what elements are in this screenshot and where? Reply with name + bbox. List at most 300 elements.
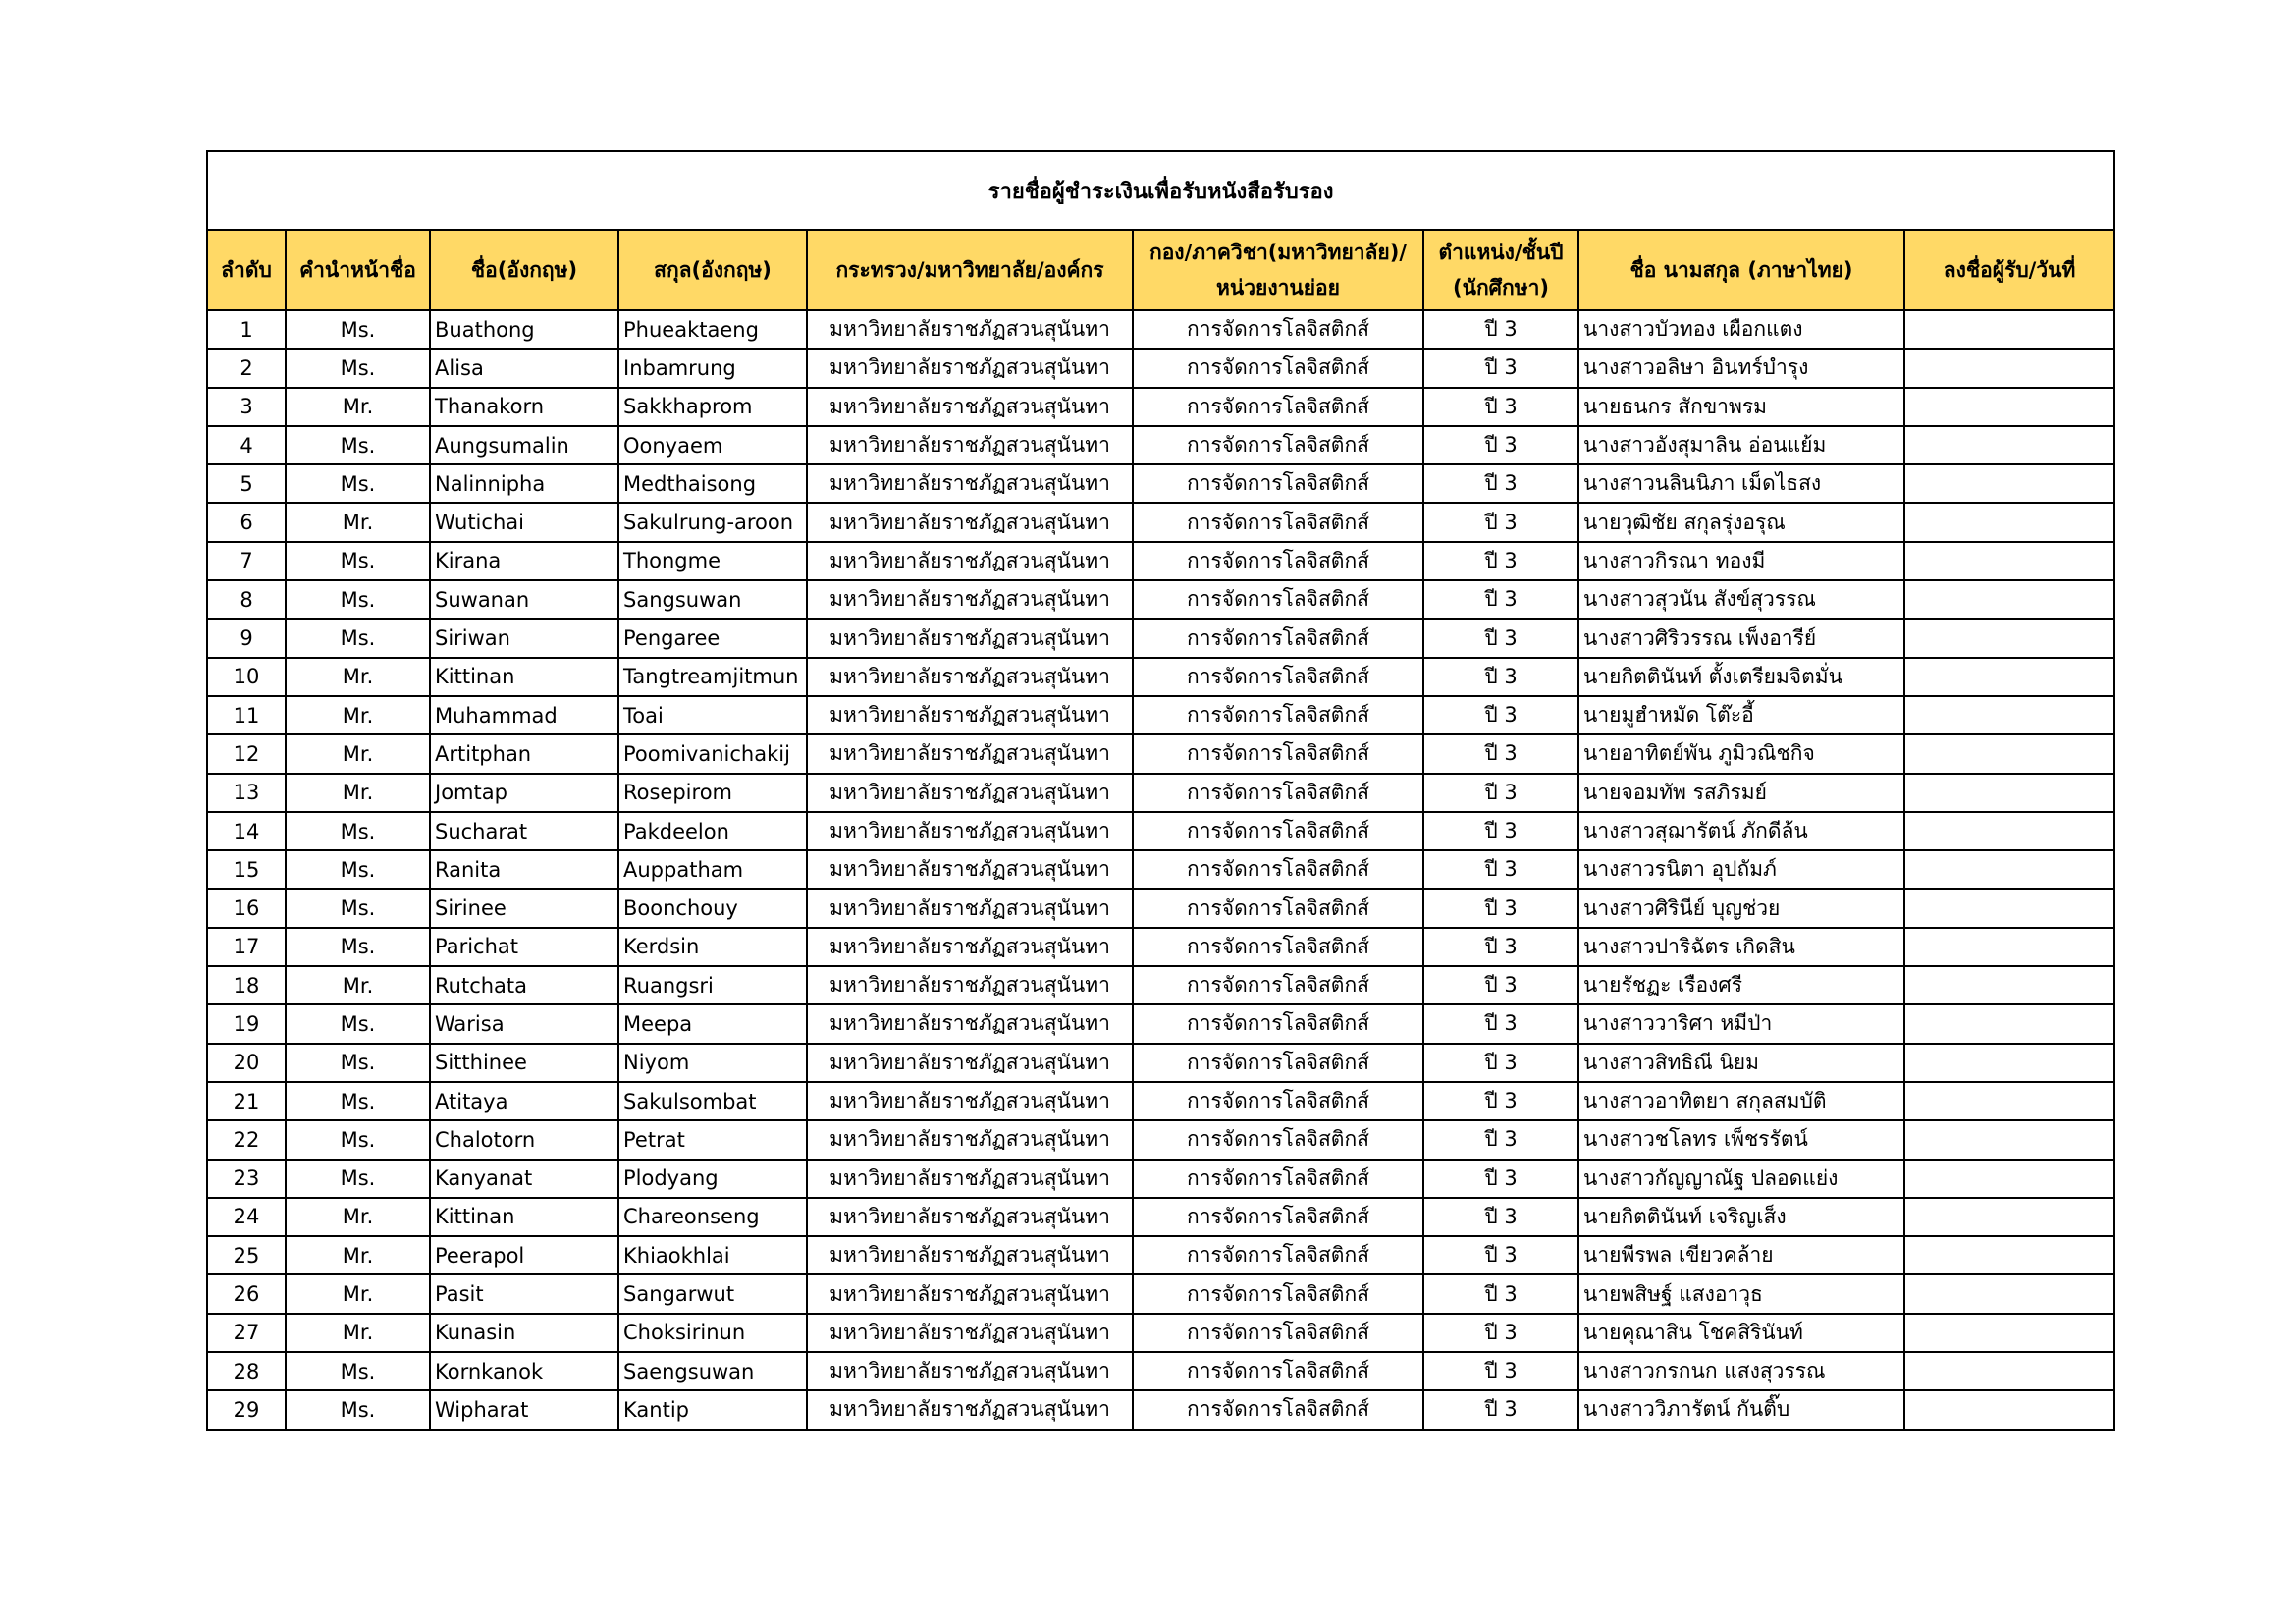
cell-department: การจัดการโลจิสติกส์ <box>1133 1160 1423 1198</box>
header-no: ลำดับ <box>207 230 286 310</box>
table-row <box>207 1198 2114 1236</box>
cell-organization: มหาวิทยาลัยราชภัฏสวนสุนันทา <box>807 580 1133 619</box>
cell-organization: มหาวิทยาลัยราชภัฏสวนสุนันทา <box>807 658 1133 696</box>
header-prefix: คำนำหน้าชื่อ <box>286 230 430 310</box>
cell-first-name-en: Aungsumalin <box>430 426 618 464</box>
cell-organization: มหาวิทยาลัยราชภัฏสวนสุนันทา <box>807 349 1133 387</box>
cell-department: การจัดการโลจิสติกส์ <box>1133 1236 1423 1274</box>
cell-organization: มหาวิทยาลัยราชภัฏสวนสุนันทา <box>807 1044 1133 1082</box>
cell-first-name-en: Chalotorn <box>430 1120 618 1159</box>
cell-signature-date <box>1904 1044 2114 1082</box>
cell-last-name-en: Sangarwut <box>618 1274 807 1313</box>
cell-last-name-en: Kerdsin <box>618 928 807 966</box>
cell-last-name-en: Choksirinun <box>618 1314 807 1352</box>
cell-first-name-en: Alisa <box>430 349 618 387</box>
cell-name-thai: นายพสิษฐ์ แสงอาวุธ <box>1578 1274 1904 1313</box>
cell-department: การจัดการโลจิสติกส์ <box>1133 1198 1423 1236</box>
cell-position: ปี 3 <box>1423 619 1578 657</box>
cell-name-thai: นางสาวกัญญาณัฐ ปลอดแย่ง <box>1578 1160 1904 1198</box>
cell-first-name-en: Pasit <box>430 1274 618 1313</box>
header-department-line2: หน่วยงานย่อย <box>1216 276 1340 299</box>
cell-department: การจัดการโลจิสติกส์ <box>1133 1390 1423 1429</box>
cell-prefix: Mr. <box>286 503 430 541</box>
table-row <box>207 1120 2114 1159</box>
cell-no: 7 <box>207 542 286 580</box>
cell-last-name-en: Sakulsombat <box>618 1082 807 1120</box>
cell-name-thai: นางสาวอาทิตยา สกุลสมบัติ <box>1578 1082 1904 1120</box>
cell-prefix: Mr. <box>286 1236 430 1274</box>
cell-no: 14 <box>207 812 286 850</box>
cell-first-name-en: Kirana <box>430 542 618 580</box>
cell-name-thai: นายรัชฏะ เรืองศรี <box>1578 966 1904 1004</box>
cell-department: การจัดการโลจิสติกส์ <box>1133 658 1423 696</box>
table-row <box>207 658 2114 696</box>
cell-signature-date <box>1904 928 2114 966</box>
cell-signature-date <box>1904 696 2114 734</box>
cell-organization: มหาวิทยาลัยราชภัฏสวนสุนันทา <box>807 1274 1133 1313</box>
cell-prefix: Mr. <box>286 966 430 1004</box>
header-row <box>207 230 2114 310</box>
cell-name-thai: นายธนกร สักขาพรม <box>1578 388 1904 426</box>
cell-signature-date <box>1904 1274 2114 1313</box>
cell-no: 6 <box>207 503 286 541</box>
cell-last-name-en: Sangsuwan <box>618 580 807 619</box>
cell-position: ปี 3 <box>1423 812 1578 850</box>
cell-position: ปี 3 <box>1423 388 1578 426</box>
cell-first-name-en: Ranita <box>430 850 618 889</box>
cell-department: การจัดการโลจิสติกส์ <box>1133 1004 1423 1043</box>
cell-department: การจัดการโลจิสติกส์ <box>1133 1044 1423 1082</box>
cell-signature-date <box>1904 889 2114 927</box>
cell-organization: มหาวิทยาลัยราชภัฏสวนสุนันทา <box>807 503 1133 541</box>
cell-department: การจัดการโลจิสติกส์ <box>1133 349 1423 387</box>
cell-name-thai: นางสาวกรกนก แสงสุวรรณ <box>1578 1352 1904 1390</box>
header-name-thai: ชื่อ นามสกุล (ภาษาไทย) <box>1578 230 1904 310</box>
cell-position: ปี 3 <box>1423 580 1578 619</box>
cell-no: 2 <box>207 349 286 387</box>
cell-department: การจัดการโลจิสติกส์ <box>1133 503 1423 541</box>
cell-department: การจัดการโลจิสติกส์ <box>1133 774 1423 812</box>
cell-prefix: Mr. <box>286 1274 430 1313</box>
cell-organization: มหาวิทยาลัยราชภัฏสวนสุนันทา <box>807 310 1133 349</box>
cell-position: ปี 3 <box>1423 1082 1578 1120</box>
table-row <box>207 1160 2114 1198</box>
cell-position: ปี 3 <box>1423 1160 1578 1198</box>
cell-first-name-en: Atitaya <box>430 1082 618 1120</box>
cell-first-name-en: Suwanan <box>430 580 618 619</box>
cell-signature-date <box>1904 1198 2114 1236</box>
table-row <box>207 850 2114 889</box>
cell-prefix: Mr. <box>286 774 430 812</box>
cell-first-name-en: Sirinee <box>430 889 618 927</box>
cell-position: ปี 3 <box>1423 696 1578 734</box>
cell-name-thai: นางสาวสุฌารัตน์ ภักดีล้น <box>1578 812 1904 850</box>
cell-last-name-en: Saengsuwan <box>618 1352 807 1390</box>
cell-prefix: Ms. <box>286 1160 430 1198</box>
cell-last-name-en: Boonchouy <box>618 889 807 927</box>
cell-position: ปี 3 <box>1423 1236 1578 1274</box>
cell-prefix: Ms. <box>286 1390 430 1429</box>
cell-no: 18 <box>207 966 286 1004</box>
cell-department: การจัดการโลจิสติกส์ <box>1133 812 1423 850</box>
cell-prefix: Ms. <box>286 580 430 619</box>
cell-organization: มหาวิทยาลัยราชภัฏสวนสุนันทา <box>807 966 1133 1004</box>
table-row <box>207 1044 2114 1082</box>
cell-organization: มหาวิทยาลัยราชภัฏสวนสุนันทา <box>807 734 1133 773</box>
table-title: รายชื่อผู้ชำระเงินเพื่อรับหนังสือรับรอง <box>207 151 2114 230</box>
cell-department: การจัดการโลจิสติกส์ <box>1133 928 1423 966</box>
cell-organization: มหาวิทยาลัยราชภัฏสวนสุนันทา <box>807 1082 1133 1120</box>
cell-first-name-en: Jomtap <box>430 774 618 812</box>
cell-last-name-en: Rosepirom <box>618 774 807 812</box>
cell-department: การจัดการโลจิสติกส์ <box>1133 1352 1423 1390</box>
cell-name-thai: นางสาวอลิษา อินทร์บำรุง <box>1578 349 1904 387</box>
cell-no: 19 <box>207 1004 286 1043</box>
cell-signature-date <box>1904 1390 2114 1429</box>
payment-list-table <box>206 150 2115 1431</box>
cell-no: 8 <box>207 580 286 619</box>
cell-organization: มหาวิทยาลัยราชภัฏสวนสุนันทา <box>807 388 1133 426</box>
cell-no: 27 <box>207 1314 286 1352</box>
cell-signature-date <box>1904 850 2114 889</box>
cell-name-thai: นางสาวสุวนัน สังข์สุวรรณ <box>1578 580 1904 619</box>
table-row <box>207 1314 2114 1352</box>
cell-department: การจัดการโลจิสติกส์ <box>1133 426 1423 464</box>
cell-last-name-en: Poomivanichakij <box>618 734 807 773</box>
cell-last-name-en: Niyom <box>618 1044 807 1082</box>
cell-department: การจัดการโลจิสติกส์ <box>1133 1120 1423 1159</box>
cell-name-thai: นายพีรพล เขียวคล้าย <box>1578 1236 1904 1274</box>
cell-no: 4 <box>207 426 286 464</box>
cell-signature-date <box>1904 1314 2114 1352</box>
cell-last-name-en: Medthaisong <box>618 464 807 503</box>
cell-signature-date <box>1904 619 2114 657</box>
table-row <box>207 1390 2114 1429</box>
cell-department: การจัดการโลจิสติกส์ <box>1133 889 1423 927</box>
cell-position: ปี 3 <box>1423 1120 1578 1159</box>
cell-organization: มหาวิทยาลัยราชภัฏสวนสุนันทา <box>807 542 1133 580</box>
cell-prefix: Ms. <box>286 1044 430 1082</box>
cell-signature-date <box>1904 388 2114 426</box>
header-last-name-en: สกุล(อังกฤษ) <box>618 230 807 310</box>
cell-first-name-en: Kunasin <box>430 1314 618 1352</box>
cell-prefix: Mr. <box>286 1314 430 1352</box>
header-organization: กระทรวง/มหาวิทยาลัย/องค์กร <box>807 230 1133 310</box>
cell-first-name-en: Wutichai <box>430 503 618 541</box>
cell-name-thai: นายอาทิตย์พัน ภูมิวณิชกิจ <box>1578 734 1904 773</box>
cell-name-thai: นางสาวบัวทอง เผือกแตง <box>1578 310 1904 349</box>
cell-signature-date <box>1904 1082 2114 1120</box>
cell-no: 3 <box>207 388 286 426</box>
cell-signature-date <box>1904 1004 2114 1043</box>
cell-name-thai: นางสาวศิริวรรณ เพ็งอารีย์ <box>1578 619 1904 657</box>
cell-position: ปี 3 <box>1423 774 1578 812</box>
table-row <box>207 310 2114 349</box>
table-row <box>207 1004 2114 1043</box>
cell-no: 22 <box>207 1120 286 1159</box>
cell-prefix: Ms. <box>286 426 430 464</box>
cell-signature-date <box>1904 812 2114 850</box>
cell-first-name-en: Muhammad <box>430 696 618 734</box>
cell-first-name-en: Warisa <box>430 1004 618 1043</box>
table-row <box>207 349 2114 387</box>
cell-department: การจัดการโลจิสติกส์ <box>1133 619 1423 657</box>
cell-name-thai: นางสาวนลินนิภา เม็ดไธสง <box>1578 464 1904 503</box>
cell-name-thai: นายจอมทัพ รสภิรมย์ <box>1578 774 1904 812</box>
cell-prefix: Ms. <box>286 542 430 580</box>
cell-last-name-en: Pengaree <box>618 619 807 657</box>
cell-first-name-en: Siriwan <box>430 619 618 657</box>
cell-no: 12 <box>207 734 286 773</box>
cell-no: 11 <box>207 696 286 734</box>
cell-position: ปี 3 <box>1423 850 1578 889</box>
table-row <box>207 734 2114 773</box>
cell-position: ปี 3 <box>1423 1352 1578 1390</box>
cell-signature-date <box>1904 966 2114 1004</box>
header-position-line1: ตำแหน่ง/ชั้นปี <box>1438 241 1564 264</box>
cell-signature-date <box>1904 1352 2114 1390</box>
cell-name-thai: นายกิตตินันท์ ตั้งเตรียมจิตมั่น <box>1578 658 1904 696</box>
header-position-line2: (นักศึกษา) <box>1453 276 1549 299</box>
header-department-line1: กอง/ภาควิชา(มหาวิทยาลัย)/ <box>1148 241 1408 264</box>
cell-name-thai: นางสาวรนิตา อุปถัมภ์ <box>1578 850 1904 889</box>
cell-organization: มหาวิทยาลัยราชภัฏสวนสุนันทา <box>807 928 1133 966</box>
cell-first-name-en: Kanyanat <box>430 1160 618 1198</box>
header-signature-date: ลงชื่อผู้รับ/วันที่ <box>1904 230 2114 310</box>
cell-organization: มหาวิทยาลัยราชภัฏสวนสุนันทา <box>807 889 1133 927</box>
header-department <box>1133 230 1423 310</box>
cell-signature-date <box>1904 426 2114 464</box>
table-row <box>207 889 2114 927</box>
table-body <box>207 310 2114 1430</box>
cell-prefix: Ms. <box>286 889 430 927</box>
cell-no: 17 <box>207 928 286 966</box>
cell-no: 24 <box>207 1198 286 1236</box>
cell-position: ปี 3 <box>1423 503 1578 541</box>
cell-last-name-en: Thongme <box>618 542 807 580</box>
cell-organization: มหาวิทยาลัยราชภัฏสวนสุนันทา <box>807 1004 1133 1043</box>
cell-last-name-en: Tangtreamjitmun <box>618 658 807 696</box>
cell-first-name-en: Peerapol <box>430 1236 618 1274</box>
cell-signature-date <box>1904 349 2114 387</box>
cell-name-thai: นางสาวปาริฉัตร เกิดสิน <box>1578 928 1904 966</box>
cell-organization: มหาวิทยาลัยราชภัฏสวนสุนันทา <box>807 1120 1133 1159</box>
cell-prefix: Mr. <box>286 1198 430 1236</box>
cell-prefix: Ms. <box>286 1004 430 1043</box>
cell-last-name-en: Meepa <box>618 1004 807 1043</box>
cell-organization: มหาวิทยาลัยราชภัฏสวนสุนันทา <box>807 850 1133 889</box>
cell-signature-date <box>1904 503 2114 541</box>
cell-no: 28 <box>207 1352 286 1390</box>
table-row <box>207 503 2114 541</box>
cell-organization: มหาวิทยาลัยราชภัฏสวนสุนันทา <box>807 426 1133 464</box>
table-row <box>207 966 2114 1004</box>
cell-no: 9 <box>207 619 286 657</box>
cell-first-name-en: Kornkanok <box>430 1352 618 1390</box>
cell-last-name-en: Oonyaem <box>618 426 807 464</box>
cell-first-name-en: Sucharat <box>430 812 618 850</box>
cell-first-name-en: Thanakorn <box>430 388 618 426</box>
header-position <box>1423 230 1578 310</box>
payment-list-sheet <box>206 150 2113 1431</box>
cell-signature-date <box>1904 580 2114 619</box>
cell-organization: มหาวิทยาลัยราชภัฏสวนสุนันทา <box>807 696 1133 734</box>
table-row <box>207 928 2114 966</box>
table-row <box>207 1082 2114 1120</box>
cell-name-thai: นางสาวศิรินีย์ บุญช่วย <box>1578 889 1904 927</box>
table-row <box>207 1274 2114 1313</box>
cell-name-thai: นางสาววิภารัตน์ กันติ๊บ <box>1578 1390 1904 1429</box>
cell-organization: มหาวิทยาลัยราชภัฏสวนสุนันทา <box>807 464 1133 503</box>
cell-organization: มหาวิทยาลัยราชภัฏสวนสุนันทา <box>807 1160 1133 1198</box>
cell-no: 13 <box>207 774 286 812</box>
cell-signature-date <box>1904 658 2114 696</box>
cell-first-name-en: Kittinan <box>430 658 618 696</box>
cell-signature-date <box>1904 734 2114 773</box>
cell-no: 15 <box>207 850 286 889</box>
cell-no: 1 <box>207 310 286 349</box>
cell-position: ปี 3 <box>1423 928 1578 966</box>
table-row <box>207 426 2114 464</box>
cell-first-name-en: Kittinan <box>430 1198 618 1236</box>
cell-position: ปี 3 <box>1423 349 1578 387</box>
cell-last-name-en: Sakkhaprom <box>618 388 807 426</box>
table-row <box>207 812 2114 850</box>
cell-prefix: Mr. <box>286 658 430 696</box>
cell-no: 26 <box>207 1274 286 1313</box>
cell-last-name-en: Pakdeelon <box>618 812 807 850</box>
cell-name-thai: นายคุณาสิน โชคสิรินันท์ <box>1578 1314 1904 1352</box>
cell-position: ปี 3 <box>1423 889 1578 927</box>
cell-last-name-en: Chareonseng <box>618 1198 807 1236</box>
cell-organization: มหาวิทยาลัยราชภัฏสวนสุนันทา <box>807 812 1133 850</box>
cell-first-name-en: Parichat <box>430 928 618 966</box>
cell-no: 21 <box>207 1082 286 1120</box>
cell-first-name-en: Buathong <box>430 310 618 349</box>
cell-last-name-en: Phueaktaeng <box>618 310 807 349</box>
table-row <box>207 580 2114 619</box>
cell-first-name-en: Wipharat <box>430 1390 618 1429</box>
cell-signature-date <box>1904 310 2114 349</box>
cell-no: 23 <box>207 1160 286 1198</box>
cell-department: การจัดการโลจิสติกส์ <box>1133 542 1423 580</box>
cell-signature-date <box>1904 1160 2114 1198</box>
cell-position: ปี 3 <box>1423 1390 1578 1429</box>
cell-prefix: Ms. <box>286 349 430 387</box>
cell-department: การจัดการโลจิสติกส์ <box>1133 1082 1423 1120</box>
cell-name-thai: นายกิตตินันท์ เจริญเส็ง <box>1578 1198 1904 1236</box>
cell-name-thai: นางสาวอังสุมาลิน อ่อนแย้ม <box>1578 426 1904 464</box>
cell-prefix: Ms. <box>286 850 430 889</box>
cell-name-thai: นายมูฮำหมัด โต๊ะอี้ <box>1578 696 1904 734</box>
cell-department: การจัดการโลจิสติกส์ <box>1133 734 1423 773</box>
cell-organization: มหาวิทยาลัยราชภัฏสวนสุนันทา <box>807 619 1133 657</box>
cell-position: ปี 3 <box>1423 310 1578 349</box>
cell-organization: มหาวิทยาลัยราชภัฏสวนสุนันทา <box>807 1236 1133 1274</box>
cell-last-name-en: Inbamrung <box>618 349 807 387</box>
cell-first-name-en: Nalinnipha <box>430 464 618 503</box>
cell-prefix: Ms. <box>286 619 430 657</box>
cell-no: 5 <box>207 464 286 503</box>
cell-first-name-en: Artitphan <box>430 734 618 773</box>
cell-signature-date <box>1904 1236 2114 1274</box>
cell-prefix: Ms. <box>286 464 430 503</box>
table-row <box>207 619 2114 657</box>
cell-organization: มหาวิทยาลัยราชภัฏสวนสุนันทา <box>807 1390 1133 1429</box>
cell-department: การจัดการโลจิสติกส์ <box>1133 310 1423 349</box>
cell-department: การจัดการโลจิสติกส์ <box>1133 580 1423 619</box>
cell-prefix: Mr. <box>286 388 430 426</box>
cell-department: การจัดการโลจิสติกส์ <box>1133 850 1423 889</box>
cell-prefix: Ms. <box>286 310 430 349</box>
cell-department: การจัดการโลจิสติกส์ <box>1133 464 1423 503</box>
cell-position: ปี 3 <box>1423 542 1578 580</box>
header-first-name-en: ชื่อ(อังกฤษ) <box>430 230 618 310</box>
cell-position: ปี 3 <box>1423 1004 1578 1043</box>
cell-first-name-en: Rutchata <box>430 966 618 1004</box>
cell-position: ปี 3 <box>1423 658 1578 696</box>
cell-no: 25 <box>207 1236 286 1274</box>
table-row <box>207 774 2114 812</box>
cell-name-thai: นางสาวกิรณา ทองมี <box>1578 542 1904 580</box>
cell-position: ปี 3 <box>1423 734 1578 773</box>
cell-last-name-en: Ruangsri <box>618 966 807 1004</box>
cell-last-name-en: Kantip <box>618 1390 807 1429</box>
table-row <box>207 464 2114 503</box>
cell-no: 16 <box>207 889 286 927</box>
cell-last-name-en: Toai <box>618 696 807 734</box>
cell-no: 10 <box>207 658 286 696</box>
cell-prefix: Ms. <box>286 1082 430 1120</box>
table-row <box>207 542 2114 580</box>
cell-prefix: Ms. <box>286 928 430 966</box>
cell-first-name-en: Sitthinee <box>430 1044 618 1082</box>
cell-department: การจัดการโลจิสติกส์ <box>1133 966 1423 1004</box>
cell-name-thai: นางสาววาริศา หมีป่า <box>1578 1004 1904 1043</box>
cell-signature-date <box>1904 774 2114 812</box>
cell-last-name-en: Plodyang <box>618 1160 807 1198</box>
cell-signature-date <box>1904 542 2114 580</box>
cell-name-thai: นางสาวชโลทร เพ็ชรรัตน์ <box>1578 1120 1904 1159</box>
table-row <box>207 388 2114 426</box>
cell-position: ปี 3 <box>1423 1044 1578 1082</box>
cell-prefix: Mr. <box>286 734 430 773</box>
cell-position: ปี 3 <box>1423 966 1578 1004</box>
table-row <box>207 1236 2114 1274</box>
cell-organization: มหาวิทยาลัยราชภัฏสวนสุนันทา <box>807 774 1133 812</box>
cell-position: ปี 3 <box>1423 1314 1578 1352</box>
cell-position: ปี 3 <box>1423 464 1578 503</box>
cell-no: 20 <box>207 1044 286 1082</box>
cell-organization: มหาวิทยาลัยราชภัฏสวนสุนันทา <box>807 1352 1133 1390</box>
cell-position: ปี 3 <box>1423 1274 1578 1313</box>
cell-signature-date <box>1904 464 2114 503</box>
cell-department: การจัดการโลจิสติกส์ <box>1133 1314 1423 1352</box>
cell-prefix: Ms. <box>286 812 430 850</box>
cell-department: การจัดการโลจิสติกส์ <box>1133 1274 1423 1313</box>
cell-last-name-en: Petrat <box>618 1120 807 1159</box>
cell-prefix: Ms. <box>286 1120 430 1159</box>
cell-prefix: Ms. <box>286 1352 430 1390</box>
cell-prefix: Mr. <box>286 696 430 734</box>
cell-last-name-en: Auppatham <box>618 850 807 889</box>
cell-department: การจัดการโลจิสติกส์ <box>1133 696 1423 734</box>
cell-signature-date <box>1904 1120 2114 1159</box>
cell-position: ปี 3 <box>1423 1198 1578 1236</box>
cell-position: ปี 3 <box>1423 426 1578 464</box>
cell-organization: มหาวิทยาลัยราชภัฏสวนสุนันทา <box>807 1198 1133 1236</box>
table-row <box>207 696 2114 734</box>
